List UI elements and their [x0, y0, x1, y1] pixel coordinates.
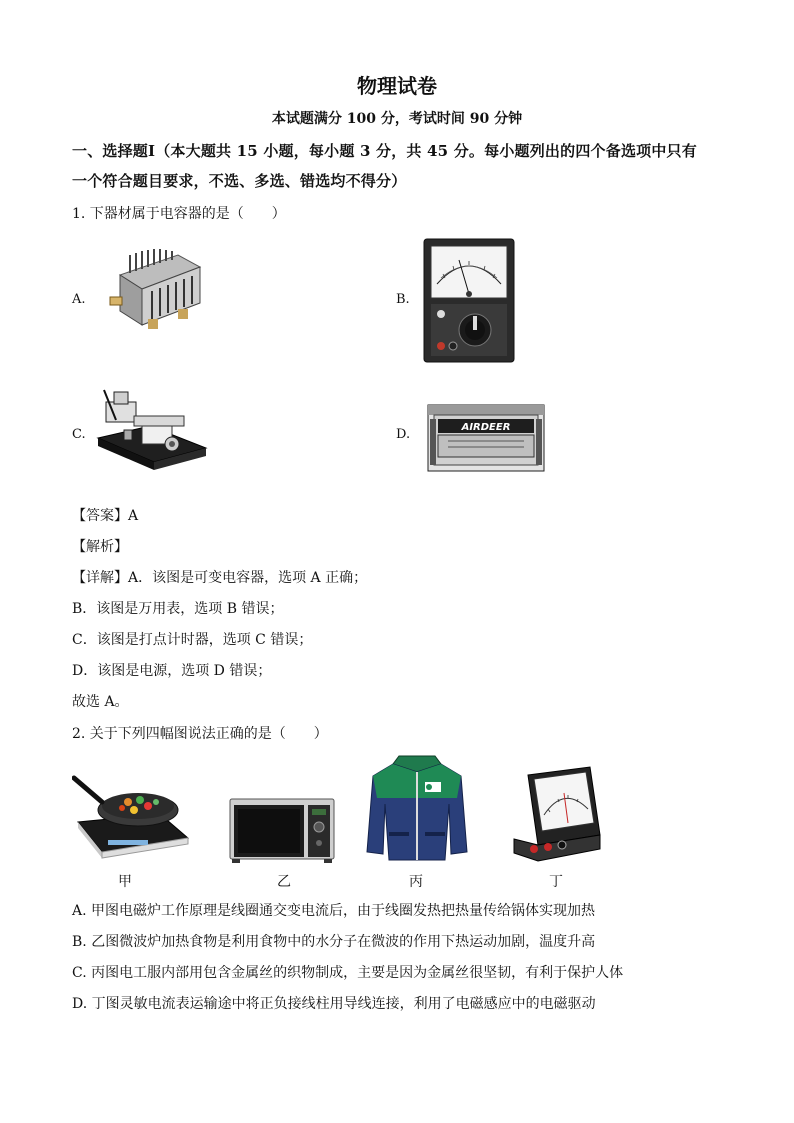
q1-answer: 【答案】A — [72, 508, 139, 524]
exam-subtitle: 本试题满分 100 分，考试时间 90 分钟 — [271, 111, 523, 127]
caption-jia: 甲 — [118, 874, 132, 890]
q1-option-b-label: B. — [396, 292, 410, 307]
q2-option-c: C. 丙图电工服内部用包含金属丝的织物制成，主要是因为金属丝很坚韧，有利于保护人体 — [72, 965, 624, 981]
battery-holder-image — [426, 401, 546, 476]
q1-detail-b: B．该图是万用表，选项 B 错误； — [72, 601, 284, 617]
q1-detail-d: D．该图是电源，选项 D 错误； — [72, 663, 272, 679]
multimeter-image — [423, 238, 515, 363]
q1-option-a-label: A. — [72, 292, 86, 307]
section-heading-line1: 一、选择题Ⅰ（本大题共 15 小题，每小题 3 分，共 45 分。每小题列出的四个备选项中只有 — [72, 142, 697, 160]
page-title: 物理试卷 — [357, 74, 437, 98]
variable-capacitor-image — [108, 245, 210, 340]
work-jacket-image — [365, 752, 469, 864]
q2-option-b: B. 乙图微波炉加热食物是利用食物中的水分子在微波的作用下热运动加剧，温度升高 — [72, 934, 596, 950]
caption-yi: 乙 — [277, 874, 291, 890]
q2-option-d: D. 丁图灵敏电流表运输途中将正负接线柱用导线连接，利用了电磁感应中的电磁驱动 — [72, 996, 596, 1012]
induction-cooker-image — [72, 772, 190, 864]
ticker-timer-image — [94, 386, 209, 478]
microwave-image — [228, 797, 336, 864]
q1-stem: 1. 下器材属于电容器的是（ ） — [72, 206, 286, 222]
q1-option-d-label: D. — [396, 427, 411, 442]
q2-option-a: A. 甲图电磁炉工作原理是线圈通交变电流后，由于线圈发热把热量传给锅体实现加热 — [72, 903, 596, 919]
q1-analysis-label: 【解析】 — [72, 539, 128, 555]
battery-brand-text: AIRDEER — [461, 422, 511, 433]
q2-stem: 2. 关于下列四幅图说法正确的是（ ） — [72, 726, 328, 742]
caption-bing: 丙 — [409, 874, 423, 890]
q1-option-c-label: C. — [72, 427, 86, 442]
section-heading-line2: 一个符合题目要求，不选、多选、错选均不得分） — [72, 172, 407, 190]
q1-detail-a: 【详解】A．该图是可变电容器，选项 A 正确； — [72, 570, 368, 586]
q1-conclusion: 故选 A。 — [72, 694, 129, 710]
galvanometer-image — [512, 765, 604, 863]
caption-ding: 丁 — [549, 874, 563, 890]
q1-detail-c: C．该图是打点计时器，选项 C 错误； — [72, 632, 313, 648]
